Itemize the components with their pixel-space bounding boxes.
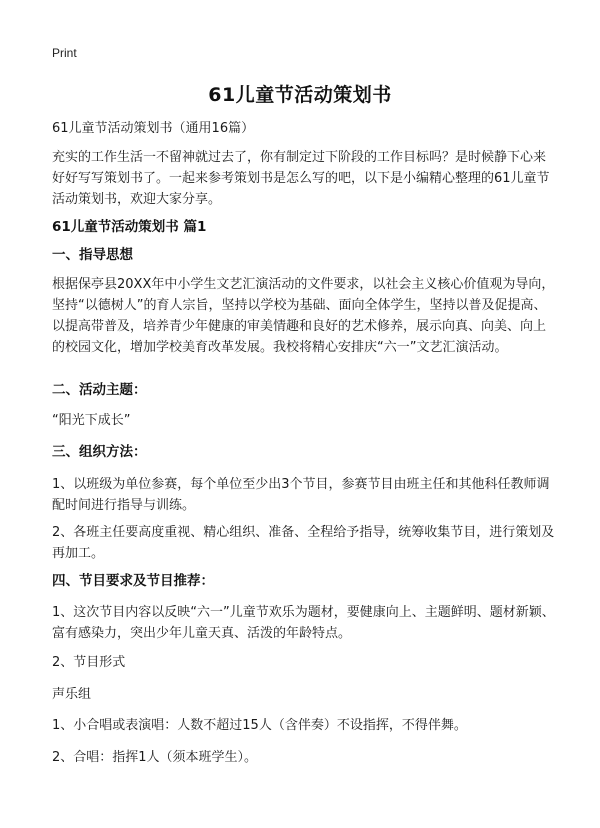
heading-activity-theme: 二、活动主题：	[52, 382, 147, 398]
paragraph-organization-2: 2、各班主任要高度重视、精心组织、准备、全程给予指导，统筹收集节目，进行策划及再加工。	[52, 525, 555, 561]
paragraph-organization-1: 1、以班级为单位参赛，每个单位至少出3个节目，参赛节目由班主任和其他科任教师调配时间进行指导与训练。	[52, 477, 550, 513]
intro-paragraph: 充实的工作生活一不留神就过去了，你有制定过下阶段的工作目标吗？是时候静下心来好好写写策划书了。一起来参考策划书是怎么写的吧，以下是小编精心整理的61儿童节活动策划书，欢迎大家分享。	[52, 150, 550, 207]
paragraph-vocal-group: 声乐组	[52, 687, 92, 702]
print-link[interactable]: Print	[52, 46, 77, 60]
document-subtitle: 61儿童节活动策划书（通用16篇）	[52, 121, 255, 136]
heading-guiding-thought: 一、指导思想	[52, 247, 133, 263]
paragraph-chorus: 2、合唱：指挥1人（须本班学生）。	[52, 750, 258, 765]
paragraph-small-chorus: 1、小合唱或表演唱：人数不超过15人（含伴奏）不设指挥，不得伴舞。	[52, 718, 467, 733]
paragraph-activity-theme: “阳光下成长”	[52, 413, 131, 428]
paragraph-guiding-thought: 根据保亭县20XX年中小学生文艺汇演活动的文件要求，以社会主义核心价值观为导向，坚持“以德树人”的育人宗旨，坚持以学校为基础、面向全体学生，坚持以普及促提高、以提高带普及，培养青少年健康的审美情趣和良好的艺术修养，展示向真、向美、向上的校园文化，增加学校美育改革发展。我校将精心安排庆“六一”文艺汇演活动。	[52, 277, 555, 355]
paragraph-program-content: 1、这次节目内容以反映“六一”儿童节欢乐为题材，要健康向上、主题鲜明、题材新颖、富有感染力，突出少年儿童天真、活泼的年龄特点。	[52, 605, 555, 641]
paragraph-program-form: 2、节目形式	[52, 655, 126, 670]
heading-organization-method: 三、组织方法：	[52, 444, 147, 460]
heading-program-requirements: 四、节目要求及节目推荐：	[52, 573, 214, 589]
document-title: 61儿童节活动策划书	[208, 84, 392, 106]
section-title: 61儿童节活动策划书 篇1	[52, 219, 207, 235]
